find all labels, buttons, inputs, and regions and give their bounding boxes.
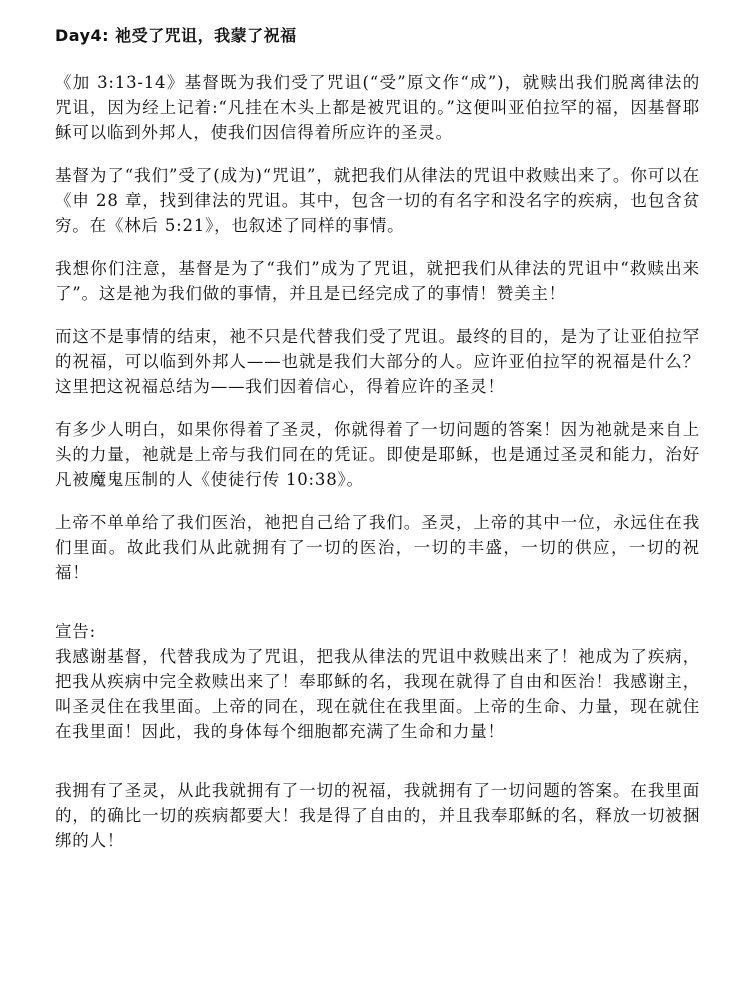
declaration-heading: 宣告:	[55, 622, 96, 641]
paragraph-scripture: 《加 3:13-14》基督既为我们受了咒诅(“受”原文作“成”)，就赎出我们脱离律法的咒诅，因为经上记着:“凡挂在木头上都是被咒诅的。”这便叫亚伯拉罕的福，因基督耶稣可以临到外邦人，使我们因信得着所应许的圣灵。	[55, 73, 700, 142]
paragraph-blessing: 而这不是事情的结束，祂不只是代替我们受了咒诅。最终的目的，是为了让亚伯拉罕的祝福，可以临到外邦人——也就是我们大部分的人。应许亚伯拉罕的祝福是什么？这里把这祝福总结为——我们因着信心，得着应许的圣灵！	[55, 327, 700, 396]
paragraph-curse-redeemed: 基督为了“我们”受了(成为)“咒诅”，就把我们从律法的咒诅中救赎出来了。你可以在《申 28 章，找到律法的咒诅。其中，包含一切的有名字和没名字的疾病，也包含贫穷。在《林后 5:21》，也叙述了同样的事情。	[55, 166, 700, 235]
devotional-page	[55, 24, 700, 853]
paragraph-notice: 我想你们注意，基督是为了“我们”成为了咒诅，就把我们从律法的咒诅中“救赎出来了”。这是祂为我们做的事情，并且是已经完成了的事情！赞美主！	[55, 259, 700, 303]
paragraph-healing: 上帝不单单给了我们医治，祂把自己给了我们。圣灵，上帝的其中一位，永远住在我们里面。故此我们从此就拥有了一切的医治，一切的丰盛，一切的供应，一切的祝福！	[55, 513, 700, 582]
declaration-text: 我感谢基督，代替我成为了咒诅，把我从律法的咒诅中救赎出来了！祂成为了疾病，把我从疾病中完全救赎出来了！奉耶稣的名，我现在就得了自由和医治！我感谢主，叫圣灵住在我里面。上帝的同在，现在就住在我里面。上帝的生命、力量，现在就住在我里面！因此，我的身体每个细胞都充满了生命和力量！	[55, 647, 700, 741]
paragraph-holy-spirit: 有多少人明白，如果你得着了圣灵，你就得着了一切问题的答案！因为祂就是来自上头的力量，祂就是上帝与我们同在的凭证。即使是耶稣，也是通过圣灵和能力，治好凡被魔鬼压制的人《使徒行传 10:38》。	[55, 420, 700, 489]
closing-paragraph: 我拥有了圣灵，从此我就拥有了一切的祝福，我就拥有了一切问题的答案。在我里面的，的确比一切的疾病都要大！我是得了自由的，并且我奉耶稣的名，释放一切被捆绑的人！	[55, 781, 700, 850]
page-title: Day4: 祂受了咒诅，我蒙了祝福	[55, 26, 297, 45]
